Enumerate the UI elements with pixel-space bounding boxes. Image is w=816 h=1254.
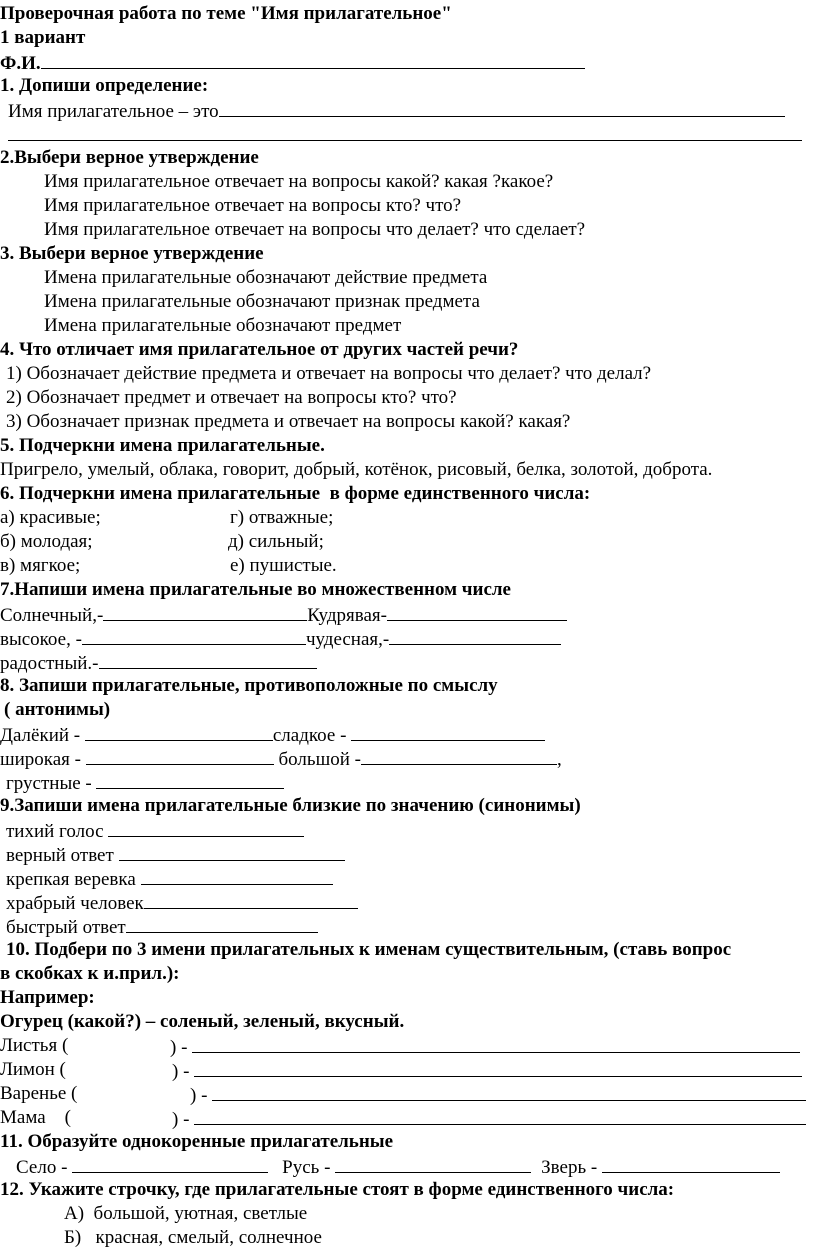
q12-title: 12. Укажите строчку, где прилагательные стоят в форме единственного числа:	[0, 1179, 675, 1200]
q2-option[interactable]: Имя прилагательное отвечает на вопросы кто? что?	[44, 195, 462, 216]
q6-option[interactable]: е) пушистые.	[230, 555, 337, 576]
q8-blank[interactable]	[361, 746, 557, 765]
q1-prompt: Имя прилагательное – это	[8, 101, 219, 122]
q7-row	[0, 650, 317, 676]
fio-line	[0, 50, 585, 76]
q10-dash: ) -	[190, 1085, 213, 1106]
q6-option[interactable]: г) отважные;	[230, 507, 334, 528]
q6-option[interactable]: в) мягкое;	[0, 555, 81, 576]
q8-word: Далёкий -	[0, 725, 85, 746]
q7-blank[interactable]	[99, 650, 317, 669]
q11-word: Село -	[16, 1157, 73, 1178]
q8-word: широкая -	[0, 749, 86, 770]
q1-blank-line-2[interactable]	[8, 124, 802, 141]
q7-word: чудесная,-	[305, 629, 390, 650]
q7-title: 7.Напиши имена прилагательные во множественном числе	[0, 579, 511, 600]
q10-blank[interactable]	[194, 1058, 802, 1077]
q9-blank[interactable]	[119, 842, 345, 861]
q10-title-cont: в скобках к и.прил.):	[0, 963, 180, 984]
q11-blank[interactable]	[602, 1154, 780, 1173]
q12-option[interactable]: А) большой, уютная, светлые	[64, 1203, 308, 1224]
q5-title: 5. Подчеркни имена прилагательные.	[0, 435, 325, 456]
q9-blank[interactable]	[108, 818, 304, 837]
q8-word: грустные -	[6, 773, 97, 794]
q7-word: Кудрявая-	[307, 605, 387, 626]
q3-option[interactable]: Имена прилагательные обозначают действие предмета	[44, 267, 488, 288]
q6-option[interactable]: д) сильный;	[228, 531, 324, 552]
q7-row	[0, 602, 567, 628]
q10-dash: ) -	[172, 1061, 195, 1082]
q6-title: 6. Подчеркни имена прилагательные в форме единственного числа:	[0, 483, 591, 504]
q9-row	[6, 890, 358, 916]
q8-blank[interactable]	[86, 746, 274, 765]
variant-label: 1 вариант	[0, 27, 86, 48]
fio-label: Ф.И.	[0, 53, 41, 74]
q7-row	[0, 626, 561, 652]
q8-blank[interactable]	[85, 722, 273, 741]
q10-row-blank	[172, 1058, 802, 1084]
q4-option[interactable]: 1) Обозначает действие предмета и отвечает на вопросы что делает? что делал?	[6, 363, 652, 384]
q4-option[interactable]: 2) Обозначает предмет и отвечает на вопросы кто? что?	[6, 387, 457, 408]
q11-title: 11. Образуйте однокоренные прилагательные	[0, 1131, 394, 1152]
q7-word: высокое, -	[0, 629, 82, 650]
q8-row	[6, 770, 284, 796]
q8-row	[0, 722, 545, 748]
q11-row	[16, 1154, 780, 1180]
q9-row	[6, 842, 345, 868]
q8-word: большой -	[273, 749, 361, 770]
q11-word: Зверь -	[541, 1157, 602, 1178]
q10-blank[interactable]	[192, 1034, 800, 1053]
fio-blank[interactable]	[41, 50, 585, 69]
q2-title: 2.Выбери верное утверждение	[0, 147, 259, 168]
q9-row	[6, 818, 304, 844]
q1-title: 1. Допиши определение:	[0, 75, 209, 96]
q10-noun: Листья (	[0, 1035, 69, 1056]
q9-blank[interactable]	[144, 890, 358, 909]
q4-option[interactable]: 3) Обозначает признак предмета и отвечает на вопросы какой? какая?	[6, 411, 571, 432]
q6-option[interactable]: б) молодая;	[0, 531, 93, 552]
q8-subtitle: ( антонимы)	[4, 699, 111, 720]
q10-blank[interactable]	[194, 1106, 806, 1125]
q9-blank[interactable]	[126, 914, 318, 933]
q8-comma: ,	[556, 749, 562, 770]
q8-row	[0, 746, 562, 772]
q8-blank[interactable]	[351, 722, 545, 741]
q8-title: 8. Запиши прилагательные, противоположные по смыслу	[0, 675, 498, 696]
q10-title: 10. Подбери по 3 имени прилагательных к именам существительным, (ставь вопрос	[6, 939, 732, 960]
q1-prompt-line	[8, 98, 785, 124]
q1-blank[interactable]	[219, 98, 785, 117]
q10-example-label: Например:	[0, 987, 95, 1008]
q7-blank[interactable]	[82, 626, 306, 645]
q9-phrase: тихий голос	[6, 821, 109, 842]
q11-word: Русь -	[282, 1157, 336, 1178]
q9-phrase: верный ответ	[6, 845, 119, 866]
q9-blank[interactable]	[141, 866, 333, 885]
q2-option[interactable]: Имя прилагательное отвечает на вопросы что делает? что сделает?	[44, 219, 586, 240]
q4-title: 4. Что отличает имя прилагательное от других частей речи?	[0, 339, 519, 360]
q5-word-list[interactable]: Пригрело, умелый, облака, говорит, добрый, котёнок, рисовый, белка, золотой, доброта.	[0, 459, 713, 480]
q10-noun: Варенье (	[0, 1083, 78, 1104]
q9-title: 9.Запиши имена прилагательные близкие по значению (синонимы)	[0, 795, 581, 816]
q7-blank[interactable]	[387, 602, 567, 621]
q2-option[interactable]: Имя прилагательное отвечает на вопросы какой? какая ?какое?	[44, 171, 554, 192]
q9-row	[6, 866, 333, 892]
page-title: Проверочная работа по теме "Имя прилагательное"	[0, 3, 452, 24]
q10-blank[interactable]	[212, 1082, 806, 1101]
q9-phrase: храбрый человек	[6, 893, 144, 914]
q7-word: Солнечный,-	[0, 605, 104, 626]
q3-option[interactable]: Имена прилагательные обозначают предмет	[44, 315, 402, 336]
q3-option[interactable]: Имена прилагательные обозначают признак предмета	[44, 291, 480, 312]
q3-title: 3. Выбери верное утверждение	[0, 243, 264, 264]
q10-dash: ) -	[170, 1037, 193, 1058]
q10-noun: Лимон (	[0, 1059, 66, 1080]
q10-dash: ) -	[172, 1109, 195, 1130]
q12-option[interactable]: Б) красная, смелый, солнечное	[64, 1227, 322, 1248]
q6-option[interactable]: а) красивые;	[0, 507, 101, 528]
q9-phrase: быстрый ответ	[6, 917, 126, 938]
q7-blank[interactable]	[389, 626, 561, 645]
q8-word: сладкое -	[272, 725, 352, 746]
q10-row-blank	[172, 1106, 806, 1132]
q9-phrase: крепкая веревка	[6, 869, 141, 890]
q10-noun: Мама (	[0, 1107, 71, 1128]
q7-blank[interactable]	[103, 602, 307, 621]
q11-blank[interactable]	[72, 1154, 268, 1173]
q11-blank[interactable]	[335, 1154, 531, 1173]
q10-row-blank	[190, 1082, 806, 1108]
q10-row-blank	[170, 1034, 800, 1060]
q9-row	[6, 914, 318, 940]
q7-word: радостный.-	[0, 653, 99, 674]
q10-example: Огурец (какой?) – соленый, зеленый, вкусный.	[0, 1011, 405, 1032]
q8-blank[interactable]	[96, 770, 284, 789]
